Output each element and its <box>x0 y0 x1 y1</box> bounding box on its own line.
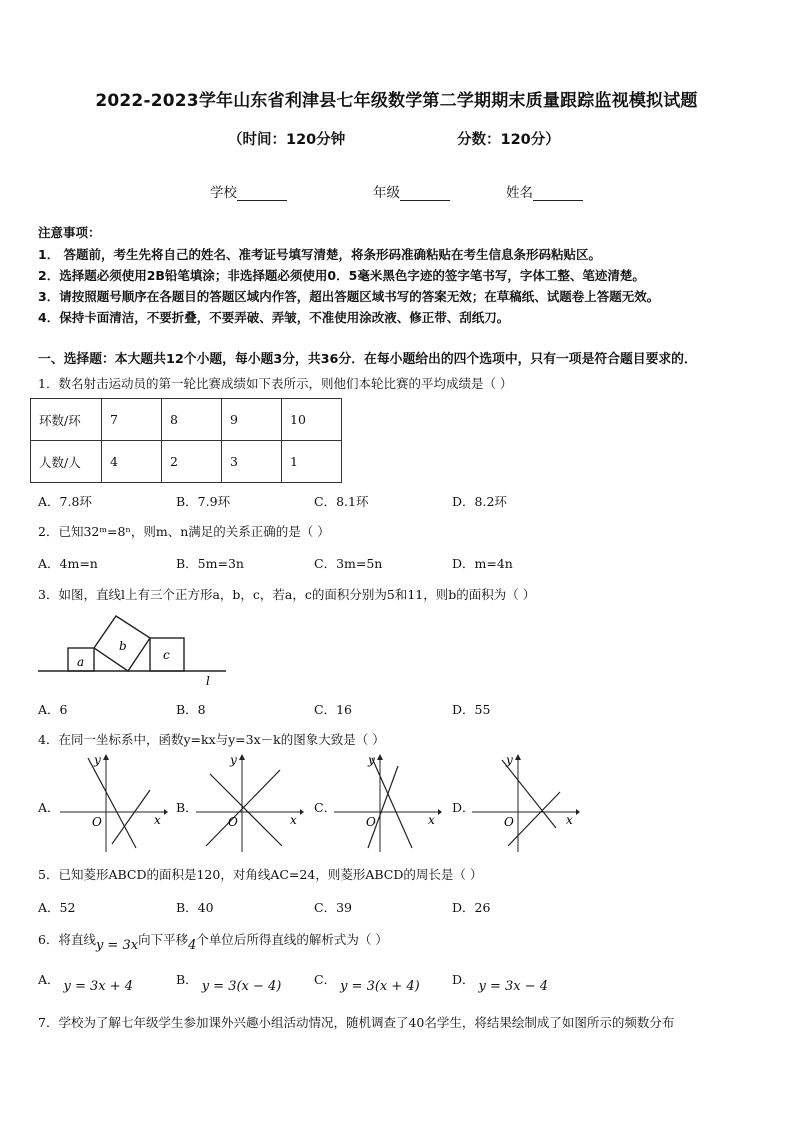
q5-option-b[interactable]: B．40 <box>176 900 214 915</box>
q4-option-d[interactable]: D． <box>452 800 475 815</box>
q6-shift-number: 4 <box>188 938 197 953</box>
table-cell: 8 <box>162 399 222 441</box>
option-expr: y = 3(x − 4) <box>201 979 282 994</box>
q6-option-d[interactable] <box>452 970 549 994</box>
axis-x-label: x <box>154 813 161 827</box>
question-1-stem: 1．数名射击运动员的第一轮比赛成绩如下表所示，则他们本轮比赛的平均成绩是（ ） <box>38 376 513 391</box>
q5-option-c[interactable]: C．39 <box>314 900 352 915</box>
name-label: 姓名 <box>506 185 533 201</box>
q6-stem-part: 向下平移 <box>138 932 189 947</box>
question-7-stem: 7．学校为了解七年级学生参加课外兴趣小组活动情况，随机调查了40名学生，将结果绘制成了如图所示的频数分布 <box>38 1015 675 1030</box>
table-cell: 3 <box>222 441 282 483</box>
q2-option-c[interactable]: C．3m=5n <box>314 556 383 571</box>
q1-option-d[interactable]: D．8.2环 <box>452 494 507 509</box>
q4-option-c[interactable]: C． <box>314 800 337 815</box>
axis-y-label: y <box>230 753 237 767</box>
q6-stem-part: 个单位后所得直线的解析式为（ ） <box>196 932 388 947</box>
q5-option-a[interactable]: A．52 <box>38 900 76 915</box>
notice-heading: 注意事项： <box>38 225 101 240</box>
name-field[interactable] <box>506 181 583 201</box>
school-field[interactable] <box>210 181 287 201</box>
school-blank[interactable] <box>237 186 287 201</box>
q4-option-b[interactable]: B． <box>176 800 198 815</box>
origin-label: O <box>228 815 238 829</box>
q3-option-c[interactable]: C．16 <box>314 702 352 717</box>
grade-field[interactable] <box>373 181 450 201</box>
axis-x-label: x <box>428 813 435 827</box>
q3-option-b[interactable]: B．8 <box>176 702 206 717</box>
option-expr: y = 3x + 4 <box>63 979 134 994</box>
q6-option-a[interactable] <box>38 970 134 994</box>
table-row <box>31 399 342 441</box>
table-cell: 2 <box>162 441 222 483</box>
table-cell: 人数/人 <box>31 441 102 483</box>
option-letter: A． <box>38 972 60 987</box>
name-blank[interactable] <box>533 186 583 201</box>
table-row <box>31 441 342 483</box>
origin-label: O <box>92 815 102 829</box>
notice-item: 4．保持卡面清洁，不要折叠，不要弄破、弄皱，不准使用涂改液、修正带、刮纸刀。 <box>38 310 510 325</box>
option-letter: B． <box>176 972 198 987</box>
option-letter: D． <box>452 972 475 987</box>
table-cell: 1 <box>282 441 342 483</box>
score-table <box>30 398 342 483</box>
option-letter: C． <box>314 972 337 987</box>
q6-stem-part: 6．将直线 <box>38 932 96 947</box>
question-6-stem <box>38 930 388 953</box>
question-2-stem: 2．已知32ᵐ=8ⁿ，则m、n满足的关系正确的是（ ） <box>38 524 330 539</box>
option-expr: y = 3(x + 4) <box>340 979 420 994</box>
q5-option-d[interactable]: D．26 <box>452 900 491 915</box>
section-heading: 一、选择题：本大题共12个小题，每小题3分，共36分．在每小题给出的四个选项中，只有一项是符合题目要求的． <box>38 352 697 367</box>
q1-option-b[interactable]: B．7.9环 <box>176 494 231 509</box>
axis-y-label: y <box>94 753 101 767</box>
squares-figure <box>36 612 228 688</box>
axis-y-label: y <box>368 753 375 767</box>
q1-option-a[interactable]: A．7.8环 <box>38 494 92 509</box>
question-4-stem: 4．在同一坐标系中，函数y=kx与y=3x－k的图象大致是（ ） <box>38 732 385 747</box>
question-5-stem: 5．已知菱形ABCD的面积是120，对角线AC=24，则菱形ABCD的周长是（ ） <box>38 867 483 882</box>
notice-item: 2．选择题必须使用2B铅笔填涂；非选择题必须使用0．5毫米黑色字迹的签字笔书写，字体工整、笔迹清楚。 <box>38 268 645 283</box>
axis-x-label: x <box>290 813 297 827</box>
q6-option-c[interactable] <box>314 970 420 994</box>
q6-line-expr: y = 3x <box>95 938 139 953</box>
notice-item: 1． 答题前，考生先将自己的姓名、准考证号填写清楚，将条形码准确粘贴在考生信息条形码粘贴区。 <box>38 247 602 262</box>
q4-option-a[interactable]: A． <box>38 800 60 815</box>
label-l: l <box>206 674 210 688</box>
table-cell: 7 <box>102 399 162 441</box>
axis-x-label: x <box>566 813 573 827</box>
exam-time: （时间：120分钟 <box>228 132 346 148</box>
label-a: a <box>77 655 85 669</box>
graph-option-b <box>196 752 304 852</box>
graph-option-d <box>472 752 580 852</box>
question-3-stem: 3．如图，直线l上有三个正方形a，b，c，若a，c的面积分别为5和11，则b的面积为（ ） <box>38 587 536 602</box>
exam-score: 分数：120分） <box>457 132 560 148</box>
q6-option-b[interactable] <box>176 970 282 994</box>
origin-label: O <box>504 815 514 829</box>
table-cell: 9 <box>222 399 282 441</box>
q1-option-c[interactable]: C．8.1环 <box>314 494 369 509</box>
grade-blank[interactable] <box>400 186 450 201</box>
label-c: c <box>163 648 170 662</box>
option-expr: y = 3x − 4 <box>478 979 549 994</box>
q2-option-b[interactable]: B．5m=3n <box>176 556 244 571</box>
graph-option-c <box>334 752 442 852</box>
table-cell: 4 <box>102 441 162 483</box>
table-cell: 10 <box>282 399 342 441</box>
q2-option-d[interactable]: D．m=4n <box>452 556 513 571</box>
q3-option-a[interactable]: A．6 <box>38 702 68 717</box>
origin-label: O <box>366 815 376 829</box>
table-cell: 环数/环 <box>31 399 102 441</box>
label-b: b <box>119 639 127 653</box>
grade-label: 年级 <box>373 185 400 201</box>
exam-title: 2022-2023学年山东省利津县七年级数学第二学期期末质量跟踪监视模拟试题 <box>95 91 698 111</box>
q3-option-d[interactable]: D．55 <box>452 702 491 717</box>
axis-y-label: y <box>506 753 513 767</box>
school-label: 学校 <box>210 185 237 201</box>
graph-option-a <box>60 752 168 852</box>
notice-item: 3．请按照题号顺序在各题目的答题区域内作答，超出答题区域书写的答案无效；在草稿纸、试题卷上答题无效。 <box>38 289 660 304</box>
q2-option-a[interactable]: A．4m=n <box>38 556 98 571</box>
